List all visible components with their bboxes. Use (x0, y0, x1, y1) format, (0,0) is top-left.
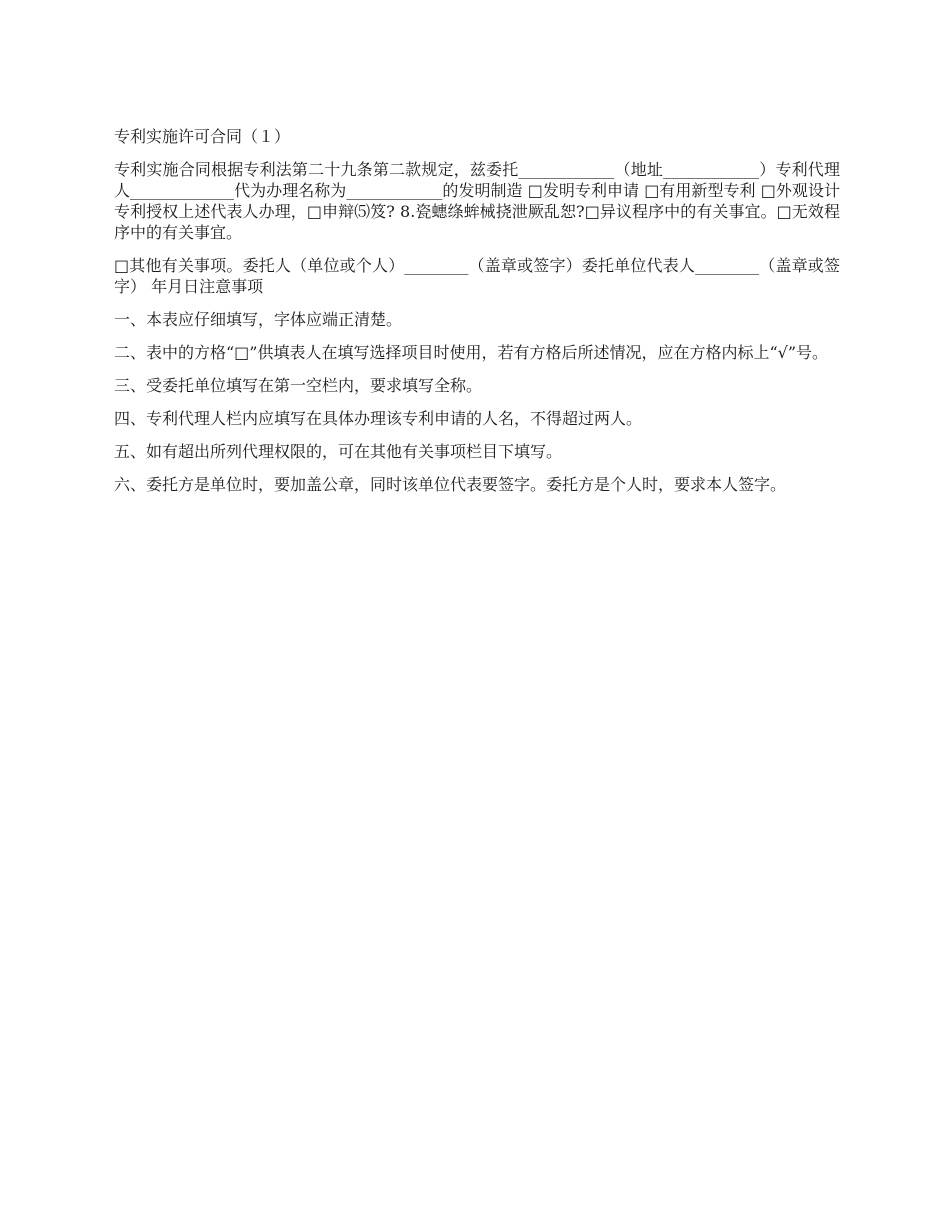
note-5: 五、如有超出所列代理权限的，可在其他有关事项栏目下填写。 (114, 442, 563, 461)
note-3: 三、受委托单位填写在第一空栏内，要求填写全称。 (114, 376, 483, 395)
document-page (114, 126, 840, 507)
note-2: 二、表中的方格“□”供填表人在填写选择项目时使用，若有方格后所述情况，应在方格内标上“√”号。 (114, 343, 829, 362)
note-1: 一、本表应仔细填写，字体应端正清楚。 (114, 310, 403, 329)
paragraph-authorization: 专利实施合同根据专利法第二十九条第二款规定，兹委托____________（地址____________）专利代理人_____________代为办理名称为____________的发明制造 □发明专利申请 □有用新型专利 □外观设计专利授权上述代表人办理，□申辩⑸笈? 8.瓷蟪绦蛑械挠泄厥乱恕?□异议程序中的有关事宜。□无效程序中的有关事宜。 (114, 160, 840, 242)
paragraph-signature: □其他有关事项。委托人（单位或个人）________（盖章或签字）委托单位代表人________（盖章或签字） 年月日注意事项 (114, 256, 840, 296)
document-title: 专利实施许可合同（１） (114, 127, 291, 146)
note-4: 四、专利代理人栏内应填写在具体办理该专利申请的人名，不得超过两人。 (114, 409, 643, 428)
note-6: 六、委托方是单位时，要加盖公章，同时该单位代表要签字。委托方是个人时，要求本人签字。 (114, 475, 787, 494)
